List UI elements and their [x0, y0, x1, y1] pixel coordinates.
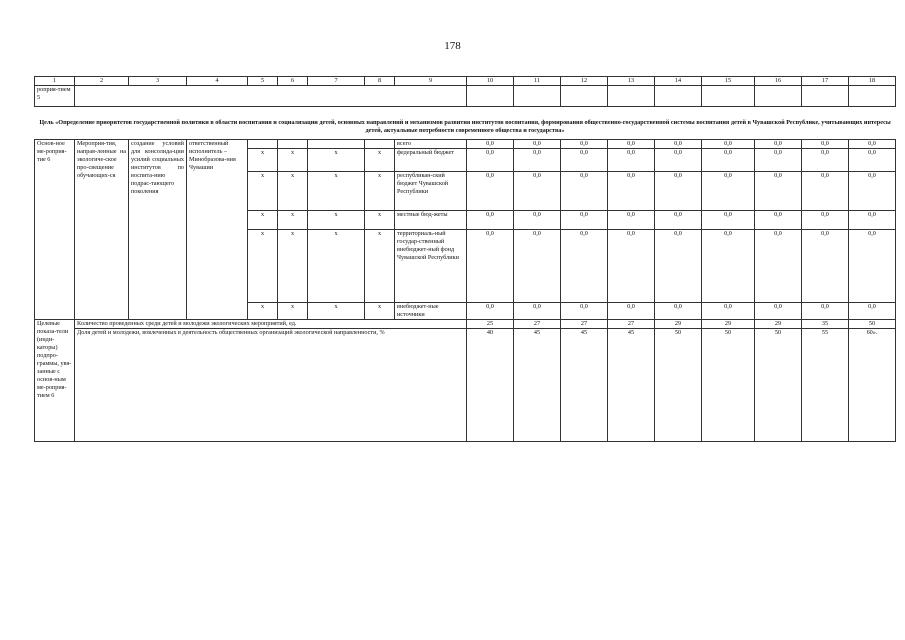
code-cell: x — [278, 211, 308, 230]
funding-value: 0,0 — [608, 230, 655, 303]
table-row — [35, 86, 896, 107]
table-row — [35, 329, 896, 442]
funding-value: 0,0 — [467, 149, 514, 172]
header-cell: 4 — [187, 77, 248, 86]
event-name: Мероприя-тия, направ-ленные на экологиче-ское про-свещение обучающих-ся — [75, 140, 129, 320]
header-cell: 5 — [248, 77, 278, 86]
code-cell: x — [308, 303, 365, 320]
indicator-value: 50 — [702, 329, 755, 442]
funding-value: 0,0 — [608, 303, 655, 320]
funding-source: местные бюд-жеты — [395, 211, 467, 230]
funding-value: 0,0 — [655, 149, 702, 172]
indicator-value: 55 — [802, 329, 849, 442]
funding-value: 0,0 — [755, 211, 802, 230]
empty-cell — [514, 86, 561, 107]
funding-value: 0,0 — [514, 149, 561, 172]
table-row — [35, 320, 896, 329]
funding-value: 0,0 — [467, 211, 514, 230]
code-cell: x — [248, 211, 278, 230]
funding-value: 0,0 — [702, 172, 755, 211]
header-cell: 9 — [395, 77, 467, 86]
prev-row-label: роприя-тием 5 — [35, 86, 75, 107]
funding-value: 0,0 — [802, 230, 849, 303]
code-cell: x — [365, 303, 395, 320]
funding-value: 0,0 — [655, 303, 702, 320]
code-cell: x — [278, 172, 308, 211]
header-cell: 15 — [702, 77, 755, 86]
funding-value: 0,0 — [514, 230, 561, 303]
indicator-value: 50 — [849, 320, 896, 329]
funding-source: республикан-ский бюджет Чувашской Республики — [395, 172, 467, 211]
funding-value: 0,0 — [608, 140, 655, 149]
code-cell — [365, 140, 395, 149]
funding-value: 0,0 — [467, 172, 514, 211]
funding-value: 0,0 — [561, 303, 608, 320]
funding-value: 0,0 — [608, 211, 655, 230]
funding-value: 0,0 — [702, 230, 755, 303]
code-cell: x — [365, 149, 395, 172]
code-cell — [278, 140, 308, 149]
funding-value: 0,0 — [849, 140, 896, 149]
funding-value: 0,0 — [561, 211, 608, 230]
header-cell: 18 — [849, 77, 896, 86]
code-cell: x — [308, 172, 365, 211]
indicator-value: 60». — [849, 329, 896, 442]
funding-value: 0,0 — [702, 303, 755, 320]
funding-value: 0,0 — [849, 149, 896, 172]
indicators-label: Целевые показа-тели (инди-каторы) подпро-граммы, увя-занные с основ-ным ме-роприя-тием 6 — [35, 320, 75, 442]
funding-source: внебюджет-ные источники — [395, 303, 467, 320]
indicator-value: 35 — [802, 320, 849, 329]
funding-value: 0,0 — [655, 140, 702, 149]
header-cell: 13 — [608, 77, 655, 86]
funding-value: 0,0 — [561, 149, 608, 172]
header-cell: 1 — [35, 77, 75, 86]
funding-value: 0,0 — [561, 230, 608, 303]
funding-value: 0,0 — [514, 303, 561, 320]
code-cell: x — [365, 211, 395, 230]
funding-value: 0,0 — [755, 172, 802, 211]
header-cell: 12 — [561, 77, 608, 86]
code-cell: x — [308, 211, 365, 230]
funding-value: 0,0 — [802, 303, 849, 320]
header-cell: 7 — [308, 77, 365, 86]
code-cell: x — [308, 149, 365, 172]
funding-value: 0,0 — [802, 149, 849, 172]
indicator-value: 29 — [755, 320, 802, 329]
funding-value: 0,0 — [655, 172, 702, 211]
code-cell: x — [278, 303, 308, 320]
funding-value: 0,0 — [849, 172, 896, 211]
indicator-value: 27 — [561, 320, 608, 329]
funding-value: 0,0 — [849, 230, 896, 303]
indicator-value: 25 — [467, 320, 514, 329]
indicator-value: 29 — [655, 320, 702, 329]
header-cell: 3 — [129, 77, 187, 86]
empty-cell — [755, 86, 802, 107]
indicator-value: 45 — [561, 329, 608, 442]
funding-value: 0,0 — [755, 230, 802, 303]
code-cell: x — [248, 172, 278, 211]
page-number: 178 — [444, 40, 461, 52]
header-row — [35, 77, 896, 86]
table-row — [35, 140, 896, 149]
funding-source: федеральный бюджет — [395, 149, 467, 172]
funding-value: 0,0 — [702, 149, 755, 172]
goal-text: Цель «Определение приоритетов государственной политики в области воспитания и социализации детей, основных направлений и механизмов развития институтов воспитания, формирования общественно-государственной системы воспитания детей в Чувашской Республике, учитывающих интересы детей, актуальные потребности современного общества и государства» — [39, 119, 891, 134]
funding-value: 0,0 — [755, 303, 802, 320]
indicator-value: 45 — [514, 329, 561, 442]
funding-value: 0,0 — [655, 211, 702, 230]
indicator-value: 40 — [467, 329, 514, 442]
funding-value: 0,0 — [702, 140, 755, 149]
empty-cell — [655, 86, 702, 107]
code-cell — [308, 140, 365, 149]
funding-value: 0,0 — [755, 140, 802, 149]
header-cell: 8 — [365, 77, 395, 86]
code-cell: x — [308, 230, 365, 303]
empty-cell — [702, 86, 755, 107]
funding-value: 0,0 — [514, 140, 561, 149]
code-cell: x — [248, 303, 278, 320]
funding-value: 0,0 — [849, 211, 896, 230]
funding-value: 0,0 — [467, 230, 514, 303]
indicator-value: 27 — [514, 320, 561, 329]
indicator-value: 50 — [755, 329, 802, 442]
code-cell: x — [278, 230, 308, 303]
funding-value: 0,0 — [702, 211, 755, 230]
code-cell: x — [365, 172, 395, 211]
code-cell: x — [365, 230, 395, 303]
header-cell: 14 — [655, 77, 702, 86]
funding-value: 0,0 — [514, 172, 561, 211]
funding-value: 0,0 — [608, 149, 655, 172]
indicator-value: 45 — [608, 329, 655, 442]
goal-row — [35, 107, 896, 140]
empty-cell — [849, 86, 896, 107]
empty-cell — [802, 86, 849, 107]
empty-cell — [467, 86, 514, 107]
indicator-value: 27 — [608, 320, 655, 329]
indicator-value: 50 — [655, 329, 702, 442]
code-cell: x — [248, 230, 278, 303]
header-cell: 2 — [75, 77, 129, 86]
empty-cell — [75, 86, 467, 107]
funding-source: территориаль-ный государ-ственный внебюджет-ный фонд Чувашской Республики — [395, 230, 467, 303]
funding-source: всего — [395, 140, 467, 149]
funding-value: 0,0 — [608, 172, 655, 211]
empty-cell — [608, 86, 655, 107]
event-description: создание условий для консолида-ции усилий социальных институтов по воспита-нию подрас-тающего поколения — [129, 140, 187, 320]
code-cell: x — [248, 149, 278, 172]
funding-value: 0,0 — [467, 303, 514, 320]
funding-value: 0,0 — [755, 149, 802, 172]
indicator-text: Доля детей и молодежи, вовлеченных в деятельность общественных организаций экологической направленности, % — [75, 329, 467, 442]
funding-value: 0,0 — [802, 140, 849, 149]
funding-value: 0,0 — [561, 140, 608, 149]
code-cell — [248, 140, 278, 149]
funding-value: 0,0 — [802, 172, 849, 211]
funding-value: 0,0 — [514, 211, 561, 230]
code-cell: x — [278, 149, 308, 172]
header-cell: 11 — [514, 77, 561, 86]
header-cell: 16 — [755, 77, 802, 86]
indicator-text: Количество проведенных среди детей и молодежи экологических мероприятий, ед. — [75, 320, 467, 329]
empty-cell — [561, 86, 608, 107]
funding-value: 0,0 — [467, 140, 514, 149]
funding-value: 0,0 — [655, 230, 702, 303]
funding-value: 0,0 — [849, 303, 896, 320]
header-cell: 6 — [278, 77, 308, 86]
event-executor: ответственный исполнитель – Минобразова-ния Чувашии — [187, 140, 248, 320]
indicator-value: 29 — [702, 320, 755, 329]
program-table — [34, 76, 896, 442]
header-cell: 17 — [802, 77, 849, 86]
funding-value: 0,0 — [802, 211, 849, 230]
header-cell: 10 — [467, 77, 514, 86]
event-label: Основ-ное ме-роприя-тие 6 — [35, 140, 75, 320]
funding-value: 0,0 — [561, 172, 608, 211]
